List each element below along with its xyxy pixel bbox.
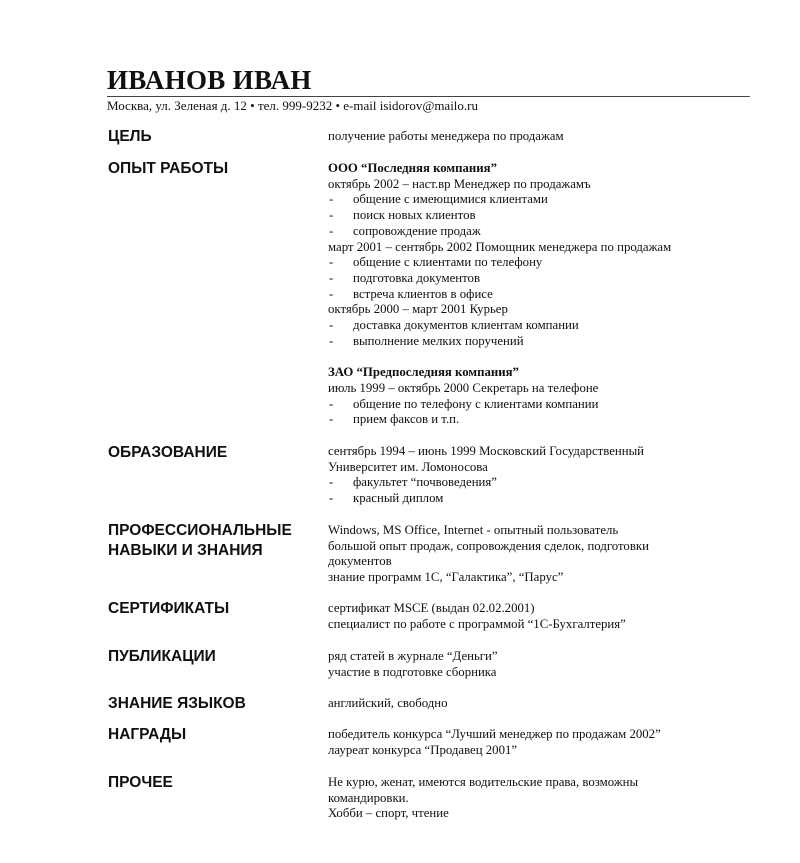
- experience-heading: ОПЫТ РАБОТЫ: [108, 160, 229, 177]
- skills-line: большой опыт продаж, сопровождения сделок, подготовки: [328, 538, 649, 553]
- skills-line: Windows, MS Office, Internet - опытный пользователь: [328, 523, 619, 537]
- duty-item: - подготовка документов: [328, 271, 728, 287]
- resume-name: ИВАНОВ ИВАН: [107, 65, 312, 95]
- objective-text: получение работы менеджера по продажам: [328, 129, 564, 143]
- education-line: Университет им. Ломоносова: [328, 459, 488, 474]
- publication-line: участие в подготовке сборника: [328, 664, 497, 679]
- duty-item: - сопровождение продаж: [328, 224, 728, 240]
- skills-content: [328, 523, 728, 586]
- other-heading: ПРОЧЕЕ: [108, 774, 173, 791]
- other-content: [328, 775, 728, 822]
- certificate-line: специалист по работе с программой “1С-Бухгалтерия”: [328, 616, 626, 631]
- duty-item: - общение с клиентами по телефону: [328, 255, 728, 271]
- skills-line: документов: [328, 554, 392, 569]
- experience-content: [328, 161, 728, 428]
- languages-content: [328, 696, 728, 712]
- position-title: июль 1999 – октябрь 2000 Секретарь на телефоне: [328, 380, 599, 395]
- company-name: ЗАО “Предпоследняя компания”: [328, 365, 519, 380]
- duty-item: - прием факсов и т.п.: [328, 412, 728, 428]
- language-line: английский, свободно: [328, 696, 448, 710]
- other-line: Не курю, женат, имеются водительские права, возможны: [328, 775, 639, 789]
- skills-heading-line: НАВЫКИ И ЗНАНИЯ: [108, 542, 263, 559]
- languages-heading: ЗНАНИЕ ЯЗЫКОВ: [108, 695, 246, 712]
- awards-content: [328, 727, 728, 758]
- position-title: март 2001 – сентябрь 2002 Помощник менеджера по продажам: [328, 239, 672, 254]
- education-item: - факультет “почвоведения”: [328, 475, 728, 491]
- award-line: победитель конкурса “Лучший менеджер по продажам 2002”: [328, 727, 661, 741]
- duty-item: - встреча клиентов в офисе: [328, 287, 728, 303]
- duty-item: - выполнение мелких поручений: [328, 334, 728, 350]
- skills-heading: [108, 521, 292, 561]
- other-line: Хобби – спорт, чтение: [328, 806, 449, 821]
- publications-heading: ПУБЛИКАЦИИ: [108, 648, 216, 665]
- contact-info: Москва, ул. Зеленая д. 12 • тел. 999-9232 • e-mail isidorov@mailo.ru: [107, 98, 479, 113]
- education-heading: ОБРАЗОВАНИЕ: [108, 444, 228, 461]
- duty-item: - общение с имеющимися клиентами: [328, 192, 728, 208]
- publication-line: ряд статей в журнале “Деньги”: [328, 649, 498, 663]
- duty-item: - поиск новых клиентов: [328, 208, 728, 224]
- certificates-content: [328, 601, 728, 632]
- education-item: - красный диплом: [328, 491, 728, 507]
- company-name: ООО “Последняя компания”: [328, 161, 497, 175]
- objective-heading: ЦЕЛЬ: [108, 128, 152, 145]
- duty-item: - общение по телефону с клиентами компании: [328, 397, 728, 413]
- other-line: командировки.: [328, 790, 409, 805]
- awards-heading: НАГРАДЫ: [108, 726, 187, 743]
- skills-line: знание программ 1С, “Галактика”, “Парус”: [328, 570, 564, 585]
- certificates-heading: СЕРТИФИКАТЫ: [108, 600, 230, 617]
- skills-heading-line: ПРОФЕССИОНАЛЬНЫЕ: [108, 522, 292, 539]
- duty-item: - доставка документов клиентам компании: [328, 318, 728, 334]
- position-title: октябрь 2000 – март 2001 Курьер: [328, 302, 508, 317]
- publications-content: [328, 649, 728, 680]
- education-line: сентябрь 1994 – июнь 1999 Московский Государственный: [328, 444, 645, 458]
- objective-content: [328, 129, 728, 145]
- spacer: [328, 349, 728, 365]
- education-content: [328, 444, 728, 507]
- award-line: лауреат конкурса “Продавец 2001”: [328, 742, 518, 757]
- certificate-line: сертификат MSCE (выдан 02.02.2001): [328, 601, 535, 615]
- position-title: октябрь 2002 – наст.вр Менеджер по продажамъ: [328, 176, 591, 191]
